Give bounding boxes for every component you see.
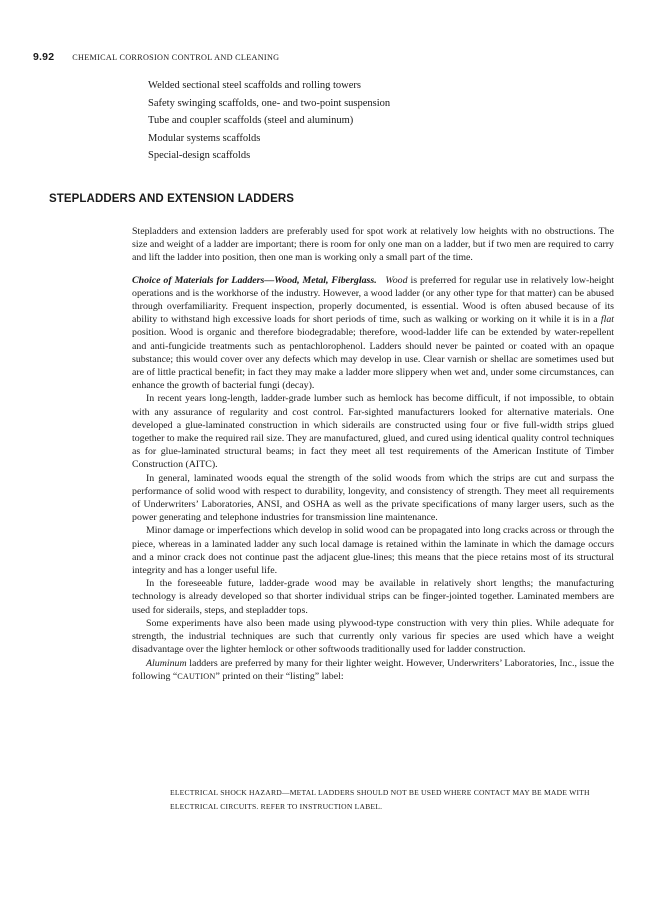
paragraph-text: is preferred for regular use in relatively low-height operations and is the workhorse of the industry. However, a wood ladder (or any other type for that matter) can be abused through overfamiliarity. Frequent inspection, properly documented, is essential. Wood is often abused because of its ability to withstand high excessive loads for short periods of time, such as walking or working on it while it is in a	[132, 274, 615, 326]
list-item: Welded sectional steel scaffolds and rolling towers	[148, 80, 361, 91]
paragraph-plywood: Some experiments have also been made using plywood-type construction with very thin plies. While adequate for strength, the industrial techniques are such that currently only various fir species are used which have a weight disadvantage over the lighter hemlock or other softwoods traditionally used for ladder construction.	[132, 617, 614, 656]
paragraph-laminated: In general, laminated woods equal the strength of the solid woods from which the strips are cut and surpass the performance of solid wood with respect to durability, longevity, and consistency of strength. They meet all requirements of Underwriters’ Laboratories, ANSI, and OSHA as well as the private specifications of many larger users, such as the power generating and telephone industries for transmission line maintenance.	[132, 472, 614, 524]
list-item: Safety swinging scaffolds, one- and two-point suspension	[148, 97, 391, 109]
paragraph-intro: Stepladders and extension ladders are preferably used for spot work at relatively low heights with no obstructions. The size and weight of a ladder are important; there is room for only one man on a ladder, but if two men are required to carry and lift the ladder into position, then one man is working only a small part of the time.	[132, 226, 614, 264]
caution-label-text: ELECTRICAL SHOCK HAZARD—METAL LADDERS SHOULD NOT BE USED WHERE CONTACT MAY BE MADE WITH ELECTRICAL CIRCUITS. REFER TO INSTRUCTION LABEL.	[170, 788, 590, 811]
caution-word: CAUTION	[177, 671, 216, 681]
paragraph-text: position. Wood is organic and therefore biodegradable; therefore, wood-ladder life can be extended by water-repellent and anti-fungicide treatments such as pentachlorophenol. Ladders should never be painted or coated with an opaque substance; this would cover over any defects which may develop in use. Clear varnish or shellac are sometimes used but are of little practical benefit; in fact they may make a ladder more slippery when wet and, under some circumstances, can enhance the growth of bacterial fungi (decay).	[132, 327, 614, 392]
paragraph-future: In the foreseeable future, ladder-grade wood may be available in relatively short lengths; the manufacturing technology is already developed so that shorter individual strips can be finger-jointed together. Laminated members are used for siderails, steps, and stepladder tops.	[132, 578, 614, 616]
list-item: Special-design scaffolds	[148, 150, 251, 162]
list-item: Tube and coupler scaffolds (steel and aluminum)	[148, 115, 354, 127]
emphasis-wood: Wood	[385, 274, 408, 286]
scaffold-types-list	[148, 77, 390, 165]
running-header	[33, 47, 633, 61]
body-text	[132, 225, 614, 683]
paragraph-aluminum	[132, 657, 614, 683]
page-number: 9.92	[33, 51, 55, 63]
paragraph-lumber: In recent years long-length, ladder-grade lumber such as hemlock has become difficult, if not impossible, to obtain with any assurance of regularity and cost control. Far-sighted manufacturers looked for alternative materials. One developed a glue-laminated construction in which siderails are constructed using four or five full-width strips glued together to make the required rail size. They are manufactured, glued, and cured using identical quality control techniques as for glue-laminated structural beams; in fact they meet all test requirements of the American Institute of Timber Construction (AITC).	[132, 393, 614, 471]
paragraph-damage: Minor damage or imperfections which develop in solid wood can be propagated into long cracks across or through the piece, whereas in a laminated ladder any such local damage is retained within the laminate in which the damage occurs and a minor crack does not continue past the adjacent glue-lines; this means that the piece retains most of its structural integrity and has a longer useful life.	[132, 525, 614, 577]
paragraph-materials	[132, 274, 614, 393]
run-in-heading: Choice of Materials for Ladders—Wood, Metal, Fiberglass.	[132, 274, 377, 286]
paragraph-text: ladders are preferred by many for their lighter weight. However, Underwriters’ Laboratories, Inc., issue the following “	[132, 657, 614, 682]
section-heading: STEPLADDERS AND EXTENSION LADDERS	[49, 193, 295, 205]
list-item: Modular systems scaffolds	[148, 132, 261, 144]
emphasis-aluminum: Aluminum	[146, 657, 187, 669]
paragraph-text: ” printed on their “listing” label:	[215, 670, 344, 682]
running-title: CHEMICAL CORROSION CONTROL AND CLEANING	[72, 53, 280, 62]
emphasis-flat: flat	[600, 314, 614, 326]
